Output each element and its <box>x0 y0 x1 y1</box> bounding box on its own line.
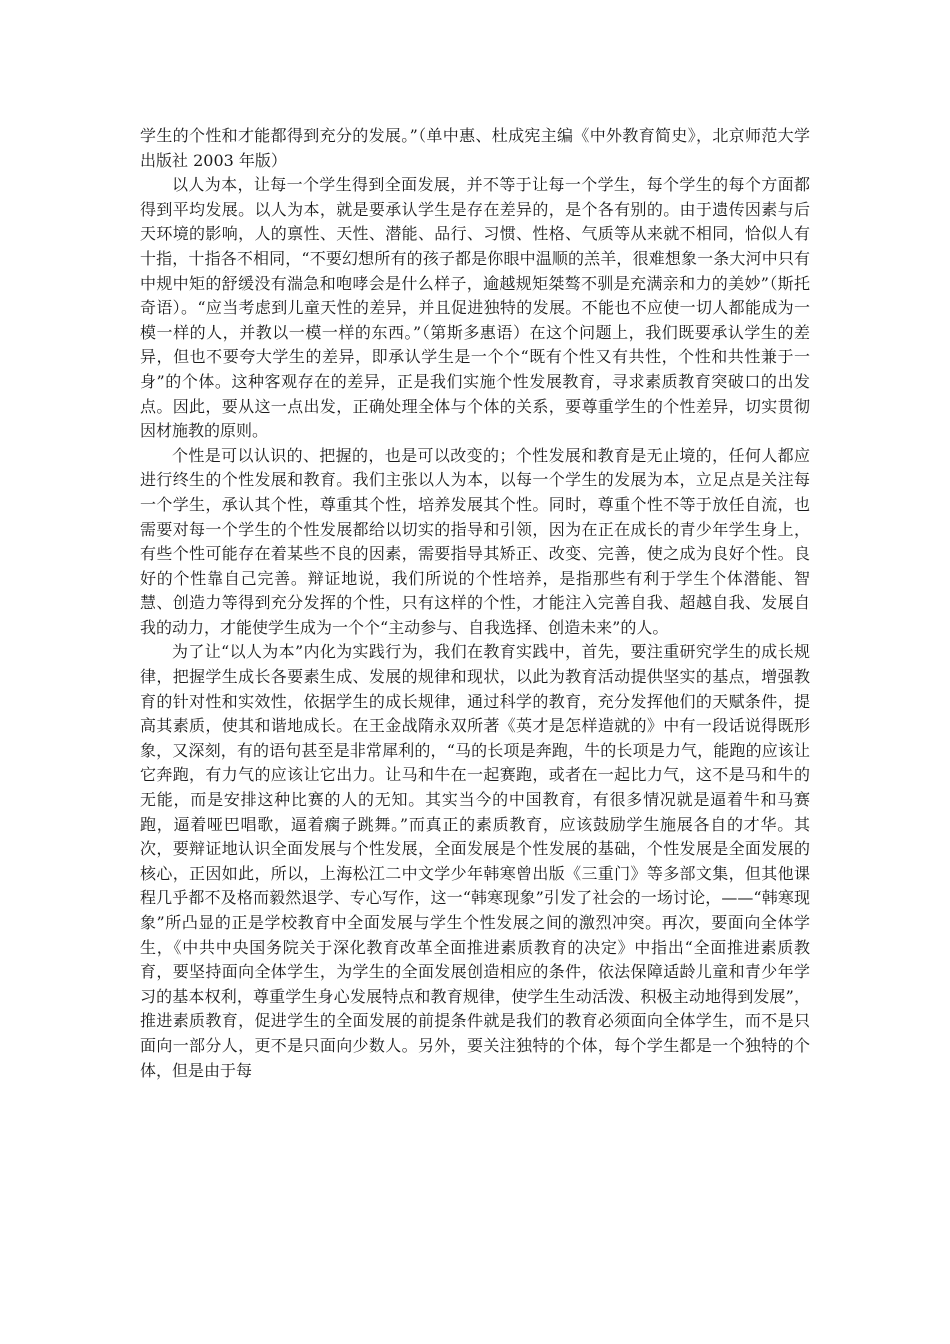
document-page <box>140 124 810 1083</box>
paragraph-citation-continuation: 学生的个性和才能都得到充分的发展。”（单中惠、杜成宪主编《中外教育简史》，北京师范大学出版社 2003 年版） <box>140 126 810 170</box>
paragraph-personality-development: 个性是可以认识的、把握的，也是可以改变的；个性发展和教育是无止境的，任何人都应进行终生的个性发展和教育。我们主张以人为本，以每一个学生的发展为本，立足点是关注每一个学生，承认其个性，尊重其个性，培养发展其个性。同时，尊重个性不等于放任自流，也需要对每一个学生的个性发展都给以切实的指导和引领，因为在正在成长的青少年学生身上，有些个性可能存在着某些不良的因素，需要指导其矫正、改变、完善，使之成为良好个性。良好的个性靠自己完善。辩证地说，我们所说的个性培养，是指那些有利于学生个体潜能、智慧、创造力等得到充分发挥的个性，只有这样的个性，才能注入完善自我、超越自我、发展自我的动力，才能使学生成为一个个“主动参与、自我选择、创造未来”的人。 <box>140 445 810 637</box>
paragraph-individual-differences: 以人为本，让每一个学生得到全面发展，并不等于让每一个学生，每个学生的每个方面都得到平均发展。以人为本，就是要承认学生是存在差异的，是个各有别的。由于遗传因素与后天环境的影响，人的禀性、天性、潜能、品行、习惯、性格、气质等从来就不相同，恰似人有十指，十指各不相同，“不要幻想所有的孩子都是你眼中温顺的羔羊，很难想象一条大河中只有中规中矩的舒缓没有湍急和咆哮会是什么样子，逾越规矩桀骜不驯是充满亲和力的美妙”（斯托奇语）。“应当考虑到儿童天性的差异，并且促进独特的发展。不能也不应使一切人都能成为一模一样的人，并教以一模一样的东西。”（第斯多惠语）在这个问题上，我们既要承认学生的差异，但也不要夸大学生的差异，即承认学生是一个个“既有个性又有共性，个性和共性兼于一身”的个体。这种客观存在的差异，正是我们实施个性发展教育，寻求素质教育突破口的出发点。因此，要从这一点出发，正确处理全体与个体的关系，要尊重学生的个性差异，切实贯彻因材施教的原则。 <box>140 175 810 441</box>
paragraph-educational-practice: 为了让“以人为本”内化为实践行为，我们在教育实践中，首先，要注重研究学生的成长规律，把握学生成长各要素生成、发展的规律和现状，以此为教育活动提供坚实的基点，增强教育的针对性和实效性，依据学生的成长规律，通过科学的教育，充分发挥他们的天赋条件，提高其素质，使其和谐地成长。在王金战隋永双所著《英才是怎样造就的》中有一段话说得既形象，又深刻，有的语句甚至是非常犀利的，“马的长项是奔跑，牛的长项是力气，能跑的应该让它奔跑，有力气的应该让它出力。让马和牛在一起赛跑，或者在一起比力气，这不是马和牛的无能，而是安排这种比赛的人的无知。其实当今的中国教育，有很多情况就是逼着牛和马赛跑，逼着哑巴唱歌，逼着瘸子跳舞。”而真正的素质教育，应该鼓励学生施展各自的才华。其次，要辩证地认识全面发展与个性发展，全面发展是个性发展的基础，个性发展是全面发展的核心，正因如此，所以，上海松江二中文学少年韩寒曾出版《三重门》等多部文集，但其他课程几乎都不及格而毅然退学、专心写作，这一“韩寒现象”引发了社会的一场讨论，——“韩寒现象”所凸显的正是学校教育中全面发展与学生个性发展之间的激烈冲突。再次，要面向全体学生，《中共中央国务院关于深化教育改革全面推进素质教育的决定》中指出“全面推进素质教育，要坚持面向全体学生，为学生的全面发展创造相应的条件，依法保障适龄儿童和青少年学习的基本权利，尊重学生身心发展特点和教育规律，使学生生动活泼、积极主动地得到发展”，推进素质教育，促进学生的全面发展的前提条件就是我们的教育必须面向全体学生，而不是只面向一部分人，更不是只面向少数人。另外，要关注独特的个体，每个学生都是一个独特的个体，但是由于每 <box>140 642 810 1080</box>
